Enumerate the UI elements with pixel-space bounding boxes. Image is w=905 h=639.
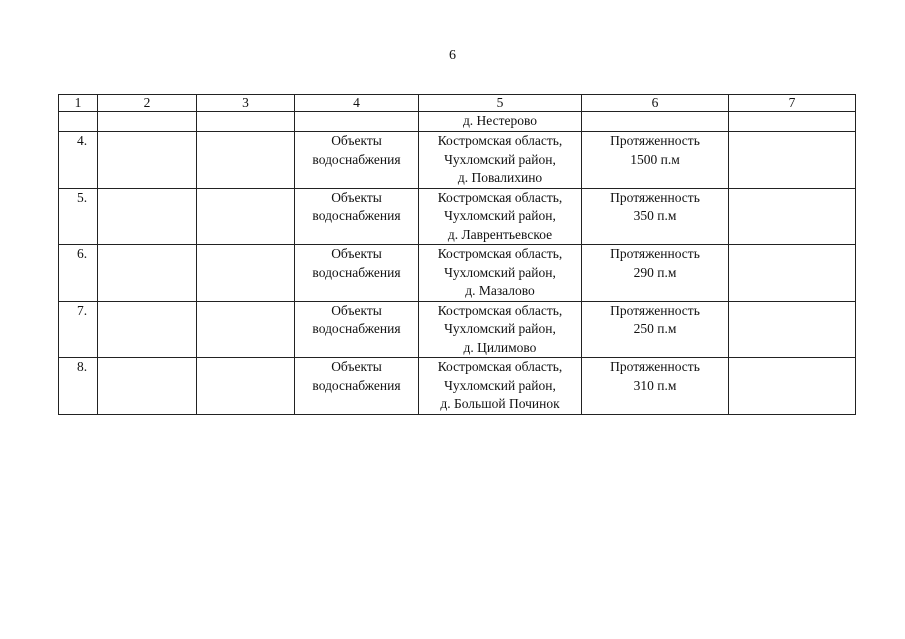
table-cell (98, 358, 197, 415)
column-header: 6 (582, 95, 729, 112)
location-line: д. Цилимово (463, 339, 537, 355)
column-header: 7 (729, 95, 856, 112)
location-line: д. Повалихино (457, 170, 543, 185)
table-cell (59, 112, 98, 132)
location-line: Чухломский район, (444, 208, 556, 223)
column-header: 2 (98, 95, 197, 112)
continuation-row (59, 112, 856, 132)
extent-line: Протяженность (610, 189, 700, 205)
objects-table (58, 94, 856, 415)
table-row (59, 245, 856, 302)
location-cell (419, 358, 582, 415)
table-cell (197, 245, 295, 302)
table-header-row (59, 95, 856, 112)
column-header: 5 (419, 95, 582, 112)
table-row (59, 301, 856, 358)
table-cell (197, 358, 295, 415)
table-cell (197, 112, 295, 132)
table-row (59, 358, 856, 415)
extent-cell (582, 358, 729, 415)
object-cell (295, 188, 419, 245)
location-line: Костромская область, (437, 189, 563, 205)
row-number-cell: 8. (59, 358, 98, 415)
extent-line: 310 п.м (633, 377, 677, 393)
location-line: Чухломский район, (444, 151, 556, 167)
extent-line: 1500 п.м (630, 151, 680, 167)
object-line: Объекты (331, 133, 382, 148)
table-cell (98, 301, 197, 358)
object-line: Объекты (331, 246, 382, 261)
table-cell (729, 112, 856, 132)
location-cell: д. Нестерово (419, 112, 582, 132)
location-line: Костромская область, (437, 359, 563, 374)
object-line: водоснабжения (312, 321, 401, 336)
column-header: 1 (59, 95, 98, 112)
page-number: 6 (449, 48, 456, 63)
table-cell (98, 188, 197, 245)
object-line: водоснабжения (312, 264, 401, 280)
location-line: Костромская область, (437, 302, 563, 318)
location-line: Чухломский район, (444, 321, 556, 336)
extent-cell (582, 132, 729, 189)
column-header: 3 (197, 95, 295, 112)
location-line: д. Лаврентьевское (447, 226, 553, 242)
location-line: Чухломский район, (444, 377, 556, 393)
object-line: Объекты (331, 189, 382, 205)
object-line: водоснабжения (312, 377, 401, 393)
table-row (59, 188, 856, 245)
extent-cell (582, 301, 729, 358)
extent-line: 350 п.м (633, 208, 677, 223)
location-line: Чухломский район, (444, 264, 556, 280)
object-cell (295, 301, 419, 358)
extent-line: Протяженность (610, 246, 700, 261)
extent-line: Протяженность (610, 302, 700, 318)
table-cell (729, 358, 856, 415)
object-line: Объекты (331, 302, 382, 318)
table-cell (98, 112, 197, 132)
table-cell (729, 301, 856, 358)
object-line: водоснабжения (312, 208, 401, 223)
row-number-cell: 4. (59, 132, 98, 189)
object-line: водоснабжения (312, 151, 401, 167)
extent-cell (582, 245, 729, 302)
table-cell (729, 188, 856, 245)
column-header: 4 (295, 95, 419, 112)
table-body (59, 132, 856, 415)
extent-line: Протяженность (610, 133, 700, 148)
location-cell (419, 132, 582, 189)
object-line: Объекты (331, 359, 382, 374)
extent-line: Протяженность (610, 359, 700, 374)
object-cell (295, 245, 419, 302)
location-line: д. Большой Починок (440, 396, 560, 411)
table-cell (295, 112, 419, 132)
location-line: Костромская область, (437, 133, 563, 148)
table-cell (729, 132, 856, 189)
extent-cell (582, 188, 729, 245)
table-cell (98, 132, 197, 189)
row-number-cell: 7. (59, 301, 98, 358)
table-cell (197, 188, 295, 245)
location-line: Костромская область, (437, 246, 563, 261)
location-line: д. Мазалово (465, 283, 535, 298)
row-number-cell: 5. (59, 188, 98, 245)
row-number-cell: 6. (59, 245, 98, 302)
table-cell (582, 112, 729, 132)
table-row (59, 132, 856, 189)
table-cell (197, 132, 295, 189)
location-cell (419, 188, 582, 245)
table-cell (729, 245, 856, 302)
extent-line: 290 п.м (633, 264, 677, 280)
location-cell (419, 245, 582, 302)
object-cell (295, 132, 419, 189)
object-cell (295, 358, 419, 415)
location-cell (419, 301, 582, 358)
table-cell (98, 245, 197, 302)
table-cell (197, 301, 295, 358)
extent-line: 250 п.м (633, 321, 677, 336)
